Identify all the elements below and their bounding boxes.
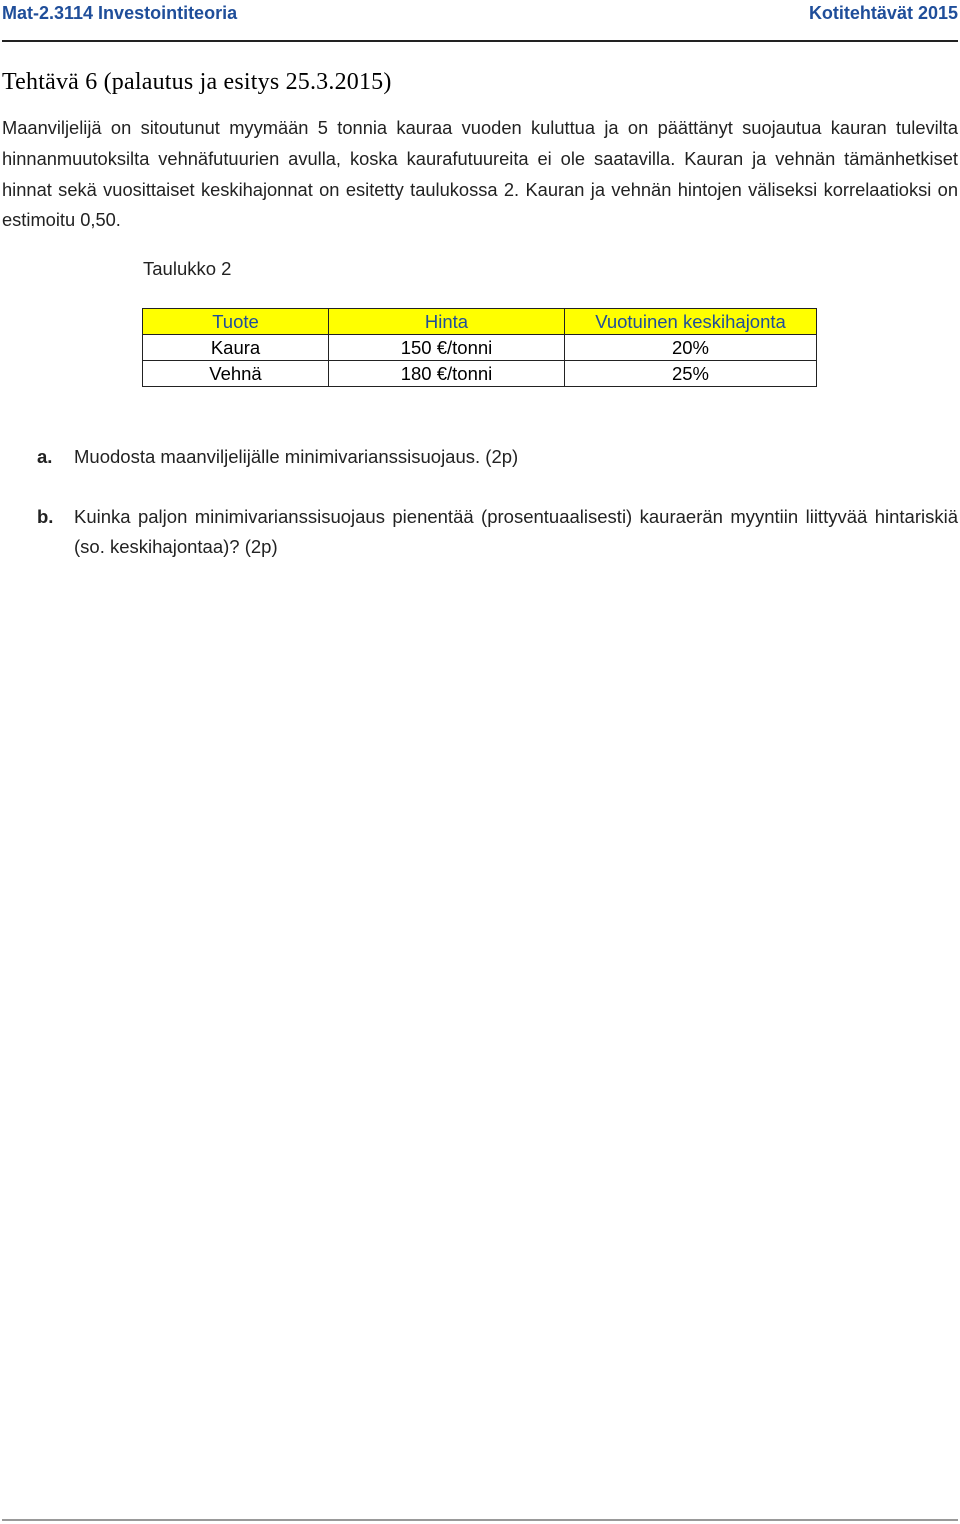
question-label: b. bbox=[37, 506, 54, 527]
intro-text: Maanviljelijä on sitoutunut myymään 5 tonnia kauraa vuoden kuluttua ja on päättänyt suojautua kauran tulevilta hinnanmuutoksilta vehnäfutuurien avulla, koska kaurafutuureita ei ole saatavilla. Kauran ja vehnän tämänhetkiset hinnat sekä vuosittaiset keskihajonnat on esitetty taulukossa 2. Kauran ja vehnän hintojen väliseksi korrelaatioksi on estimoitu 0,50. bbox=[2, 117, 958, 231]
table-row bbox=[143, 361, 817, 387]
table-header-row bbox=[143, 309, 817, 335]
column-header-price: Hinta bbox=[329, 309, 565, 335]
question-b bbox=[37, 502, 958, 562]
question-text: Muodosta maanviljelijälle minimivarianssisuojaus. (2p) bbox=[74, 446, 519, 467]
column-header-product: Tuote bbox=[143, 309, 329, 335]
table-caption: Taulukko 2 bbox=[143, 258, 232, 279]
exercise-title: Tehtävä 6 (palautus ja esitys 25.3.2015) bbox=[2, 69, 392, 95]
footer-divider bbox=[2, 1519, 958, 1521]
table-row bbox=[143, 335, 817, 361]
price-table bbox=[142, 308, 817, 387]
table-cell: 150 €/tonni bbox=[329, 335, 565, 361]
column-header-volatility: Vuotuinen keskihajonta bbox=[565, 309, 817, 335]
page-header bbox=[2, 0, 958, 42]
table-cell: 25% bbox=[565, 361, 817, 387]
question-a bbox=[37, 442, 958, 472]
section-title: Kotitehtävät 2015 bbox=[808, 3, 958, 23]
table-cell: 20% bbox=[565, 335, 817, 361]
question-text: Kuinka paljon minimivarianssisuojaus pienentää (prosentuaalisesti) kauraerän myyntiin liittyvää hintariskiä (so. keskihajontaa)? (2p) bbox=[74, 506, 958, 557]
table-cell: Kaura bbox=[143, 335, 329, 361]
course-title: Mat-2.3114 Investointiteoria bbox=[2, 3, 238, 23]
question-label: a. bbox=[37, 446, 53, 467]
intro-paragraph bbox=[2, 113, 958, 236]
table-cell: 180 €/tonni bbox=[329, 361, 565, 387]
table-cell: Vehnä bbox=[143, 361, 329, 387]
